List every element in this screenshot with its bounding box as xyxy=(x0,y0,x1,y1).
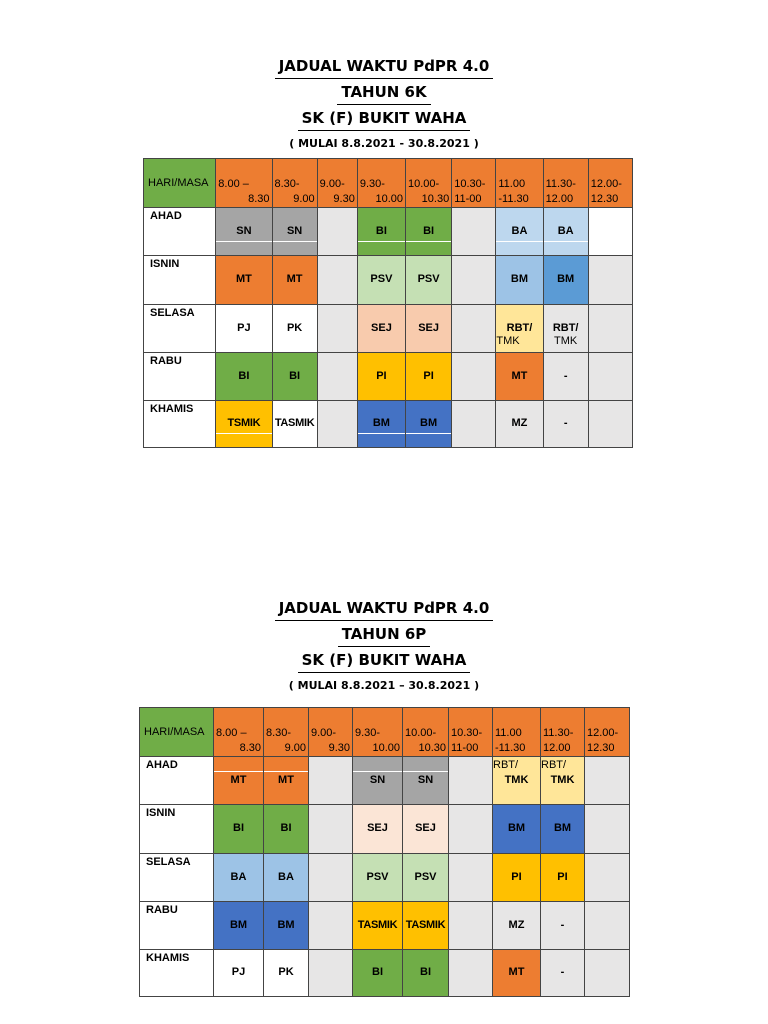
class-name: TAHUN 6P xyxy=(338,624,431,647)
subject-label: BI xyxy=(280,822,292,834)
subject-label: PI xyxy=(511,871,522,883)
time-end: 8.30 xyxy=(239,742,261,754)
header-time-slot xyxy=(493,708,541,757)
subject-cell xyxy=(403,950,449,997)
day-row xyxy=(144,401,633,448)
cell-divider xyxy=(353,771,402,772)
cell-divider xyxy=(406,433,451,434)
subject-label: PSV xyxy=(414,871,437,883)
subject-cell xyxy=(585,902,630,950)
subject-cell xyxy=(317,353,357,401)
subject-cell xyxy=(541,854,585,902)
header-time-slot xyxy=(403,708,449,757)
subject-label: - xyxy=(563,370,568,382)
time-end: 9.30 xyxy=(333,193,355,205)
subject-cell xyxy=(264,854,309,902)
subject-cell xyxy=(406,401,452,448)
time-end: 9.00 xyxy=(284,742,306,754)
time-end: 8.30 xyxy=(248,193,270,205)
subject-label: MT xyxy=(230,774,247,786)
cell-divider xyxy=(358,433,405,434)
day-cell xyxy=(140,805,214,854)
day-row xyxy=(144,305,633,353)
subject-cell xyxy=(543,305,588,353)
time-start: 9.00- xyxy=(319,178,345,190)
subject-line: TMK xyxy=(496,335,520,347)
subject-label: MT xyxy=(235,273,252,285)
cell-divider xyxy=(273,241,317,242)
subject-cell xyxy=(588,353,632,401)
subject-cell xyxy=(309,805,353,854)
subject-label: SN xyxy=(236,225,252,237)
subject-cell xyxy=(214,950,264,997)
class-name: TAHUN 6K xyxy=(337,82,430,105)
subject-cell xyxy=(452,208,496,256)
school-name: SK (F) BUKIT WAHA xyxy=(298,108,471,131)
subject-label: SEJ xyxy=(371,322,392,334)
subject-label: MT xyxy=(286,273,303,285)
subject-line: RBT/ xyxy=(493,759,519,771)
subject-label: TASMIK xyxy=(357,919,398,931)
subject-label: MT xyxy=(511,370,528,382)
subject-line: TMK xyxy=(504,774,529,786)
subject-label: PJ xyxy=(231,966,246,978)
day-label: ISNIN xyxy=(146,807,176,819)
cell-divider xyxy=(214,771,263,772)
period-range: ( MULAI 8.8.2021 - 30.8.2021 ) xyxy=(289,137,479,150)
time-end: -11.30 xyxy=(498,193,529,205)
subject-cell xyxy=(214,805,264,854)
subject-cell xyxy=(403,757,449,805)
header-time-slot xyxy=(309,708,353,757)
subject-cell xyxy=(493,902,541,950)
subject-cell xyxy=(541,757,585,805)
subject-cell xyxy=(272,256,317,305)
header-time-slot xyxy=(541,708,585,757)
subject-cell xyxy=(585,757,630,805)
subject-line: TMK xyxy=(550,774,575,786)
day-label: AHAD xyxy=(150,210,182,222)
subject-label: TSMIK xyxy=(227,417,261,429)
subject-label: BI xyxy=(233,822,244,834)
subject-cell xyxy=(452,353,496,401)
subject-cell xyxy=(216,401,272,448)
subject-cell xyxy=(353,805,403,854)
subject-label: PI xyxy=(557,871,568,883)
subject-label: BA xyxy=(511,225,528,237)
subject-label: PK xyxy=(286,322,303,334)
subject-label: BM xyxy=(510,273,529,285)
time-end: 12.00 xyxy=(545,193,574,205)
subject-label: - xyxy=(560,919,565,931)
subject-cell xyxy=(214,854,264,902)
subject-label: BA xyxy=(278,871,294,883)
header-time-slot xyxy=(353,708,403,757)
day-row xyxy=(144,353,633,401)
subject-label: MZ xyxy=(508,919,525,931)
subject-cell xyxy=(353,950,403,997)
subject-cell xyxy=(317,305,357,353)
day-cell xyxy=(144,256,216,305)
subject-cell xyxy=(496,305,543,353)
time-end: 12.30 xyxy=(590,193,619,205)
day-cell xyxy=(140,757,214,805)
time-start: 12.00- xyxy=(587,727,619,739)
subject-cell xyxy=(585,805,630,854)
day-label: KHAMIS xyxy=(150,403,194,415)
subject-line: RBT/ xyxy=(552,322,579,334)
subject-cell xyxy=(357,256,405,305)
day-cell xyxy=(140,854,214,902)
cell-divider xyxy=(406,241,451,242)
day-cell xyxy=(144,208,216,256)
day-cell xyxy=(144,401,216,448)
day-row xyxy=(140,950,630,997)
timetable-1-grid xyxy=(143,158,633,448)
subject-label: PSV xyxy=(370,273,393,285)
subject-cell xyxy=(543,208,588,256)
time-start: 11.00 xyxy=(495,727,522,739)
subject-cell xyxy=(264,902,309,950)
header-day-time xyxy=(140,708,214,757)
time-end: 9.00 xyxy=(293,193,315,205)
time-start: 11.30- xyxy=(543,727,574,739)
header-time-slot xyxy=(543,159,588,208)
subject-cell xyxy=(449,805,493,854)
time-end: 10.00 xyxy=(375,193,404,205)
subject-cell xyxy=(309,950,353,997)
subject-cell xyxy=(317,256,357,305)
subject-label: BM xyxy=(557,273,575,285)
day-row xyxy=(140,902,630,950)
subject-cell xyxy=(264,950,309,997)
timetable-2-titles xyxy=(0,598,768,694)
time-start: 10.00- xyxy=(408,178,440,190)
header-day-time xyxy=(144,159,216,208)
time-end: 11-00 xyxy=(451,742,479,754)
subject-cell xyxy=(406,208,452,256)
subject-label: BI xyxy=(375,225,387,237)
subject-cell xyxy=(216,305,272,353)
subject-label: BA xyxy=(557,225,574,237)
subject-cell xyxy=(353,854,403,902)
subject-label: SN xyxy=(286,225,303,237)
subject-cell xyxy=(543,401,588,448)
subject-line: RBT/ xyxy=(506,322,533,334)
subject-cell xyxy=(272,208,317,256)
subject-cell xyxy=(403,902,449,950)
day-row xyxy=(144,256,633,305)
time-end: -11.30 xyxy=(495,742,526,754)
time-start: 9.30- xyxy=(359,178,385,190)
subject-cell xyxy=(496,208,543,256)
header-time-slot xyxy=(585,708,630,757)
subject-label: BM xyxy=(553,822,572,834)
subject-cell xyxy=(496,256,543,305)
day-label: RABU xyxy=(150,355,182,367)
subject-cell xyxy=(317,401,357,448)
subject-cell xyxy=(357,305,405,353)
subject-cell xyxy=(216,208,272,256)
subject-cell xyxy=(406,353,452,401)
subject-label: PSV xyxy=(366,871,389,883)
timetable-title: JADUAL WAKTU PdPR 4.0 xyxy=(275,598,494,621)
timetable-2-grid xyxy=(139,707,630,997)
subject-cell xyxy=(403,805,449,854)
time-start: 12.00- xyxy=(590,178,622,190)
subject-cell xyxy=(357,401,405,448)
subject-cell xyxy=(452,256,496,305)
subject-cell xyxy=(214,757,264,805)
subject-cell xyxy=(585,854,630,902)
subject-cell xyxy=(353,902,403,950)
subject-label: MZ xyxy=(511,417,528,429)
cell-divider xyxy=(216,433,271,434)
time-end: 10.30 xyxy=(418,742,446,754)
time-start: 10.30- xyxy=(454,178,486,190)
subject-cell xyxy=(264,805,309,854)
time-end: 10.30 xyxy=(421,193,450,205)
school-name: SK (F) BUKIT WAHA xyxy=(298,650,471,673)
subject-cell xyxy=(353,757,403,805)
timetable-title: JADUAL WAKTU PdPR 4.0 xyxy=(275,56,494,79)
subject-cell xyxy=(357,208,405,256)
header-time-slot xyxy=(357,159,405,208)
subject-cell xyxy=(317,208,357,256)
subject-cell xyxy=(588,208,632,256)
header-time-slot xyxy=(449,708,493,757)
subject-cell xyxy=(496,401,543,448)
subject-cell xyxy=(216,353,272,401)
time-start: 10.00- xyxy=(405,727,437,739)
header-time-slot xyxy=(588,159,632,208)
subject-label: SEJ xyxy=(367,822,388,834)
subject-label: PI xyxy=(376,370,387,382)
cell-divider xyxy=(264,771,308,772)
day-label: ISNIN xyxy=(150,258,180,270)
day-cell xyxy=(140,950,214,997)
subject-label: BM xyxy=(277,919,295,931)
subject-label: TASMIK xyxy=(405,919,446,931)
time-end: 12.30 xyxy=(587,742,615,754)
day-row xyxy=(140,854,630,902)
subject-cell xyxy=(449,854,493,902)
day-cell xyxy=(144,353,216,401)
subject-cell xyxy=(309,902,353,950)
subject-cell xyxy=(406,305,452,353)
subject-cell xyxy=(403,854,449,902)
subject-cell xyxy=(541,950,585,997)
subject-cell xyxy=(541,902,585,950)
day-label: SELASA xyxy=(146,856,191,868)
time-start: 9.30- xyxy=(355,727,381,739)
subject-cell xyxy=(493,854,541,902)
subject-label: BM xyxy=(229,919,248,931)
period-range: ( MULAI 8.8.2021 – 30.8.2021 ) xyxy=(288,679,480,692)
time-start: 9.00- xyxy=(311,727,337,739)
time-start: 8.30- xyxy=(274,178,300,190)
header-time-slot xyxy=(496,159,543,208)
subject-label: - xyxy=(563,417,568,429)
subject-cell xyxy=(585,950,630,997)
subject-cell xyxy=(543,256,588,305)
time-end: 11-00 xyxy=(454,193,482,205)
time-end: 9.30 xyxy=(328,742,350,754)
subject-label: BM xyxy=(372,417,390,429)
subject-label: BI xyxy=(289,370,301,382)
day-label: RABU xyxy=(146,904,178,916)
day-label: SELASA xyxy=(150,307,195,319)
subject-cell xyxy=(452,305,496,353)
subject-cell xyxy=(493,950,541,997)
day-cell xyxy=(140,902,214,950)
subject-label: MT xyxy=(508,966,525,978)
header-time-slot xyxy=(214,708,264,757)
subject-cell xyxy=(588,256,632,305)
subject-cell xyxy=(541,805,585,854)
subject-cell xyxy=(309,757,353,805)
subject-label: - xyxy=(560,966,565,978)
header-time-slot xyxy=(452,159,496,208)
subject-label: SN xyxy=(417,774,434,786)
day-label: KHAMIS xyxy=(146,952,190,964)
cell-divider xyxy=(544,241,588,242)
subject-label: SEJ xyxy=(415,822,436,834)
subject-cell xyxy=(272,353,317,401)
cell-divider xyxy=(216,241,271,242)
subject-label: PSV xyxy=(417,273,440,285)
header-label: HARI/MASA xyxy=(144,726,205,738)
subject-cell xyxy=(357,353,405,401)
time-start: 8.00 – xyxy=(216,727,247,739)
subject-cell xyxy=(449,757,493,805)
subject-cell xyxy=(449,950,493,997)
subject-line: TMK xyxy=(554,335,578,347)
subject-cell xyxy=(493,805,541,854)
subject-label: BI xyxy=(420,966,431,978)
subject-cell xyxy=(588,305,632,353)
day-label: AHAD xyxy=(146,759,178,771)
subject-label: BI xyxy=(372,966,383,978)
header-time-slot xyxy=(272,159,317,208)
subject-cell xyxy=(493,757,541,805)
cell-divider xyxy=(358,241,405,242)
subject-line: RBT/ xyxy=(541,759,567,771)
subject-label: BM xyxy=(507,822,526,834)
subject-label: TASMIK xyxy=(274,417,315,429)
subject-cell xyxy=(264,757,309,805)
subject-cell xyxy=(588,401,632,448)
subject-label: MT xyxy=(278,774,294,786)
subject-label: PK xyxy=(278,966,294,978)
time-end: 12.00 xyxy=(543,742,571,754)
subject-cell xyxy=(214,902,264,950)
day-row xyxy=(140,757,630,805)
time-start: 10.30- xyxy=(451,727,483,739)
subject-label: SN xyxy=(369,774,386,786)
cell-divider xyxy=(403,771,448,772)
header-time-slot xyxy=(317,159,357,208)
subject-cell xyxy=(216,256,272,305)
subject-label: BM xyxy=(420,417,438,429)
day-row xyxy=(144,208,633,256)
day-cell xyxy=(144,305,216,353)
subject-cell xyxy=(272,401,317,448)
subject-cell xyxy=(272,305,317,353)
day-row xyxy=(140,805,630,854)
subject-label: BA xyxy=(230,871,247,883)
subject-cell xyxy=(452,401,496,448)
header-time-slot xyxy=(406,159,452,208)
header-label: HARI/MASA xyxy=(148,177,209,189)
header-time-slot xyxy=(264,708,309,757)
subject-label: BI xyxy=(423,225,435,237)
time-end: 10.00 xyxy=(372,742,400,754)
time-start: 11.30- xyxy=(545,178,576,190)
subject-cell xyxy=(406,256,452,305)
subject-cell xyxy=(496,353,543,401)
subject-label: SEJ xyxy=(418,322,439,334)
subject-cell xyxy=(309,854,353,902)
subject-label: BI xyxy=(238,370,250,382)
subject-cell xyxy=(449,902,493,950)
time-start: 8.30- xyxy=(266,727,292,739)
timetable-1-titles xyxy=(0,56,768,152)
header-time-slot xyxy=(216,159,272,208)
time-start: 8.00 – xyxy=(218,178,249,190)
cell-divider xyxy=(496,241,542,242)
subject-label: PJ xyxy=(237,322,251,334)
time-start: 11.00 xyxy=(498,178,526,190)
subject-cell xyxy=(543,353,588,401)
subject-label: PI xyxy=(423,370,434,382)
